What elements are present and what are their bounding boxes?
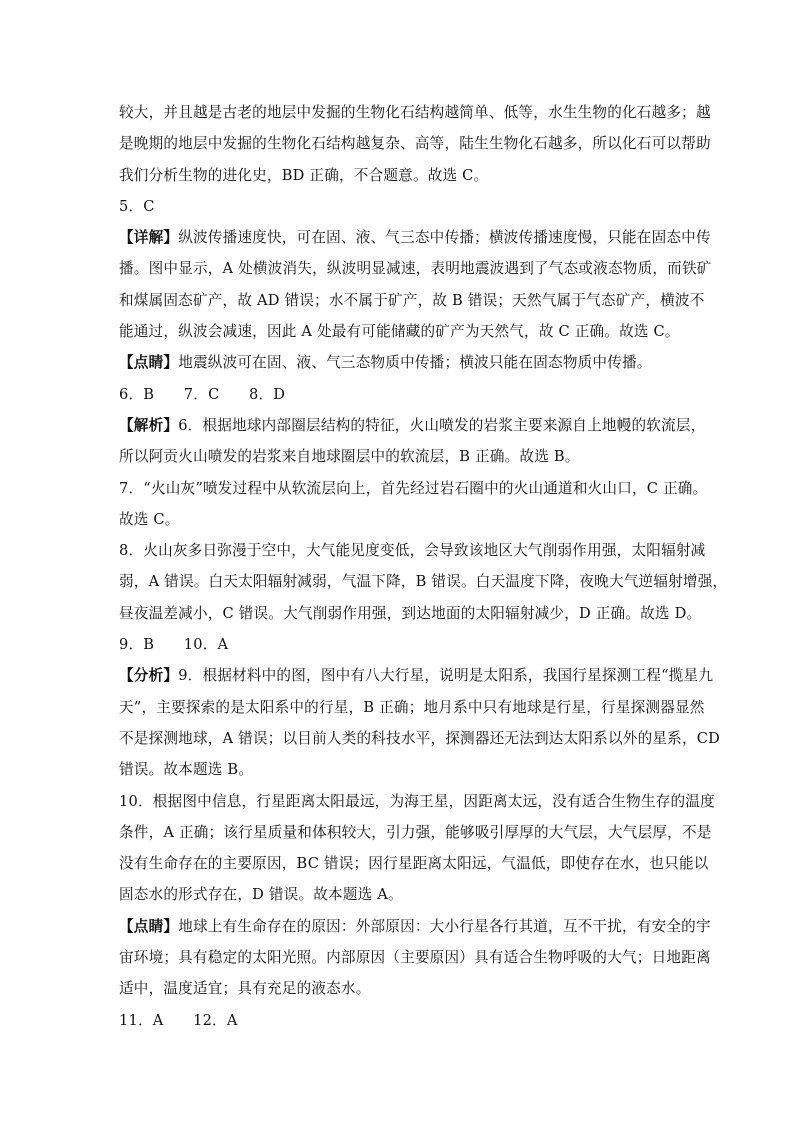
- text-line: 能通过，纵波会减速，因此 A 处最有可能储藏的矿产为天然气，故 C 正确。故选 C。: [119, 323, 680, 341]
- text-line: 【点睛】地球上有生命存在的原因：外部原因：大小行星各行其道，互不干扰，有安全的宇: [119, 917, 711, 935]
- text-line: 【详解】纵波传播速度快，可在固、液、气三态中传播；横波传播速度慢，只能在固态中传: [119, 229, 711, 247]
- text-line: 固态水的形式存在，D 错误。故本题选 A。: [119, 886, 403, 904]
- section-tag: 【点睛】: [119, 917, 179, 935]
- answer-line: 6．B 7．C 8．D: [119, 385, 286, 403]
- text-line: 昼夜温差减小，C 错误。大气削弱作用强，到达地面的太阳辐射减少，D 正确。故选 D。: [119, 604, 702, 622]
- answer-line: 9．B 10．A: [119, 636, 229, 654]
- text-line: 播。图中显示，A 处横波消失，纵波明显减速，表明地震波遇到了气态或液态物质，而铁矿: [119, 260, 712, 278]
- text-line: 【点睛】地震纵波可在固、液、气三态物质中传播；横波只能在固态物质中传播。: [119, 354, 652, 372]
- answer-line: 5．C: [119, 197, 155, 215]
- text-line: 适中，温度适宜；具有充足的液态水。: [119, 980, 371, 998]
- text-line: 没有生命存在的主要原因，BC 错误；因行星距离太阳远，气温低，即使存在水，也只能以: [119, 855, 709, 873]
- text-line: 我们分析生物的进化史，BD 正确，不合题意。故选 C。: [119, 166, 489, 184]
- section-tag: 【分析】: [119, 667, 179, 685]
- text-line: 不是探测地球，A 错误；以目前人类的科技水平，探测器还无法到达太阳系以外的星系，CD: [119, 729, 721, 747]
- section-tag: 【解析】: [119, 416, 179, 434]
- text-line: 天”，主要探索的是太阳系中的行星，B 正确；地月系中只有地球是行星，行星探测器显然: [119, 698, 705, 716]
- text-line: 故选 C。: [119, 510, 180, 528]
- text-line: 错误。故本题选 B。: [119, 761, 254, 779]
- section-tag: 【点睛】: [119, 354, 179, 372]
- text-line: 条件，A 正确；该行星质量和体积较大，引力强，能够吸引厚厚的大气层，大气层厚，不是: [119, 823, 712, 841]
- text-line: 是晚期的地层中发掘的生物化石结构越复杂、高等，陆生生物化石越多，所以化石可以帮助: [119, 135, 711, 153]
- text-line: 8．火山灰多日弥漫于空中，大气能见度变低，会导致该地区大气削弱作用强，太阳辐射减: [119, 542, 706, 560]
- text-line: 宙环境；具有稳定的太阳光照。内部原因（主要原因）具有适合生物呼吸的大气；日地距离: [119, 949, 711, 967]
- answer-explanation-body: [119, 97, 728, 1036]
- section-tag: 【详解】: [119, 229, 179, 247]
- answer-line: 11．A 12．A: [119, 1011, 238, 1029]
- text-line: 10．根据图中信息，行星距离太阳最远，为海王星，因距离太远，没有适合生物生存的温度: [119, 792, 715, 810]
- text-line: 【分析】9．根据材料中的图，图中有八大行星，说明是太阳系，我国行星探测工程“揽星九: [119, 667, 714, 685]
- text-line: 和煤属固态矿产，故 AD 错误；水不属于矿产，故 B 错误；天然气属于气态矿产，横波不: [119, 291, 705, 309]
- text-line: 弱，A 错误。白天太阳辐射减弱，气温下降，B 错误。白天温度下降，夜晚大气逆辐射增强，: [119, 573, 728, 591]
- text-line: 较大，并且越是古老的地层中发掘的生物化石结构越简单、低等，水生生物的化石越多；越: [119, 104, 711, 121]
- text-line: 所以阿贡火山喷发的岩浆来自地球圈层中的软流层，B 正确。故选 B。: [119, 448, 580, 466]
- text-line: 7．“火山灰”喷发过程中从软流层向上，首先经过岩石圈中的火山通道和火山口，C 正确。: [119, 479, 708, 497]
- text-line: 【解析】6．根据地球内部圈层结构的特征，火山喷发的岩浆主要来源自上地幔的软流层，: [119, 416, 706, 434]
